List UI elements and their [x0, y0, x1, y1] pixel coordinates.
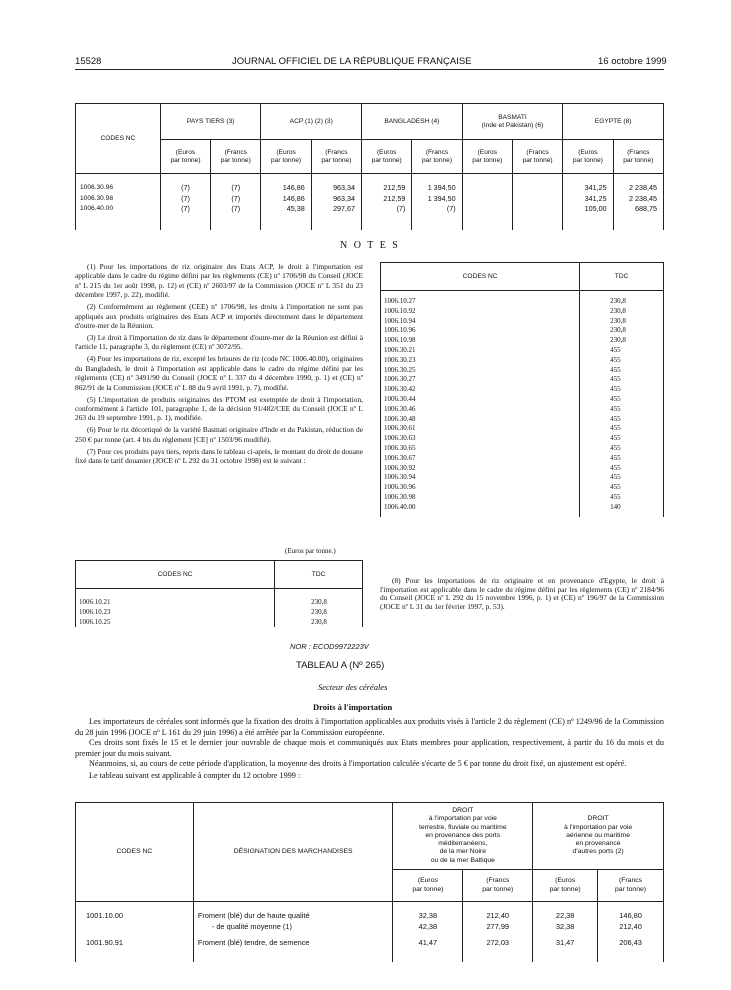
unit-header: (Euros par tonne)	[393, 870, 463, 902]
unit-header: (Euros par tonne)	[533, 870, 598, 902]
code-cell: 1006.30.27	[384, 375, 416, 384]
tdc-cell: 455	[610, 483, 621, 492]
tdc-column	[580, 291, 664, 517]
unit-header: (Euros par tonne)	[462, 140, 512, 174]
value-cell: 277,99	[486, 921, 510, 931]
value-cell: 963,34	[333, 183, 356, 192]
unit-header: (Francs par tonne)	[412, 140, 462, 174]
designation-cell: Froment (blé) tendre, de semence	[197, 937, 310, 947]
code-cell: 1006.30.23	[384, 355, 416, 364]
value-cell: (7)	[231, 193, 241, 203]
tdc-table-left	[75, 560, 363, 627]
code-cell: 1006.30.98	[384, 492, 416, 501]
value-cell: 963,34	[333, 193, 356, 203]
tdc-cell: 455	[610, 404, 621, 413]
code-cell: 1006.30.21	[384, 345, 416, 354]
nor-reference: NOR : ECOD9972223V	[290, 642, 369, 651]
designation-cell: Froment (blé) dur de haute qualité	[197, 911, 310, 920]
code-cell: 1006.10.92	[384, 306, 416, 315]
value-cell: 105,00	[584, 204, 607, 213]
page-number: 15528	[75, 56, 102, 67]
code-cell: 1006.30.94	[384, 473, 416, 482]
code-cell: 1006.30.67	[384, 453, 416, 462]
group-header: BASMATI (Inde et Pakistan) (6)	[462, 104, 563, 140]
value-cell: (7)	[181, 193, 190, 203]
value-cell: 22,38	[555, 911, 575, 920]
note-paragraph: (4) Pour les importations de riz, excepté les brisures de riz (code NC 1006.40.00), originaires du Bangladesh, le droit à l'importation est applicable dans le cadre du régime défini par les règlements (CE) nº 3491/90 du Conseil (JOCE nº L 337 du 4 décembre 1990, p. 1) et (CE) nº 862/91 de la Commission (JOCE nº L 88 du 9 avril 1991, p. 7), modifié.	[75, 354, 363, 392]
code-cell: 1006.30.63	[384, 434, 416, 443]
paragraph: Néanmoins, si, au cours de cette période d'application, la moyenne des droits à l'importation calculée s'écarte de 5 € par tonne du droit fixé, un ajustement est opéré.	[89, 759, 627, 769]
note-paragraph: (3) Le droit à l'importation de riz dans le département d'outre-mer de la Réunion est défini à l'article 11, paragraphe 3, du règlement (CE) nº 3072/95.	[75, 333, 363, 352]
sector-title: Secteur des céréales	[318, 682, 388, 692]
value-cell: 1 394,50	[427, 183, 456, 192]
value-cell: 32,38	[418, 911, 438, 920]
section-title: Droits à l'importation	[313, 702, 393, 712]
value-cell: 32,38	[555, 921, 575, 931]
code-cell: 1006.10.96	[384, 326, 416, 335]
code-cell: 1006.10.21	[79, 598, 111, 606]
duty-header-other-ports: DROIT à l'importation par voie aérienne ou maritime en provenance d'autres ports (2)	[533, 803, 664, 870]
tdc-cell: 230,8	[610, 306, 626, 315]
value-cell: 212,59	[383, 193, 406, 203]
value-cell: 272,03	[486, 937, 510, 947]
value-cell: 2 238,45	[629, 183, 657, 192]
group-header: BANGLADESH (4)	[362, 104, 463, 140]
intro-text	[75, 717, 664, 782]
paragraph: Le tableau suivant est applicable à compter du 12 octobre 1999 :	[89, 770, 301, 780]
unit-header: (Euros par tonne)	[160, 140, 210, 174]
value-cell: 45,38	[286, 204, 305, 213]
group-header: EGYPTE (8)	[563, 104, 664, 140]
value-cell: 341,25	[584, 183, 607, 192]
value-cell: 1 394,50	[427, 193, 456, 203]
unit-header: (Euros par tonne)	[362, 140, 412, 174]
code-cell: 1006.30.96	[384, 483, 416, 492]
tdc-cell: 455	[610, 463, 621, 472]
duty-header-mediterranean: DROIT à l'importation par voie terrestre, fluviale ou maritime en provenance des ports méditerranéens, de la mer Noire ou de la mer Baltique	[393, 803, 533, 870]
tdc-cell: 455	[610, 345, 621, 354]
value-cell: 212,59	[383, 183, 406, 192]
value-cell: 146,86	[282, 193, 305, 203]
value-cell: (7)	[396, 204, 406, 213]
note-paragraph: (5) L'importation de produits originaires des PTOM est exemptée de droit à l'importation, conformément à l'article 101, paragraphe 1, de la décision 91/482/CEE du Conseil (JOCE nº L 263 du 19 septembre 1991, p. 1), modifiée.	[75, 394, 363, 423]
tableau-title: TABLEAU A (Nº 265)	[296, 660, 385, 671]
unit-header: (Francs par tonne)	[598, 870, 664, 902]
value-cell: 146,86	[282, 183, 305, 192]
unit-header: (Francs par tonne)	[211, 140, 261, 174]
tdc-cell: 455	[610, 434, 621, 443]
code-cell: 1006.10.23	[79, 607, 111, 616]
value-cell: 41,47	[418, 937, 438, 947]
rice-duty-table	[75, 103, 664, 230]
code-cell: 1006.40.00	[80, 205, 114, 212]
value-cell: 688,75	[635, 204, 657, 213]
cereal-duty-table	[75, 802, 664, 962]
tdc-cell: 455	[610, 365, 621, 374]
tdc-cell: 455	[610, 492, 621, 501]
tdc-cell: 230,8	[311, 607, 327, 616]
unit-header: (Francs par tonne)	[613, 140, 663, 174]
code-cell: 1006.10.98	[384, 336, 416, 345]
code-cell: 1006.30.92	[384, 463, 416, 472]
paragraph: Les importateurs de céréales sont informés que la fixation des droits à l'importation applicables aux produits visés à l'article 2 du règlement (CE) nº 1249/96 de la Commission du 28 juin 1996 (JOCE nº L 161 du 29 juin 1996) a été arrêtée par la Commission européenne.	[75, 717, 664, 737]
code-cell: 1001.10.00	[86, 911, 123, 920]
codes-nc-header: CODES NC	[76, 104, 161, 174]
tdc-header: TDC	[580, 263, 664, 291]
header-rule	[75, 69, 664, 70]
value-cell: 297,67	[333, 204, 356, 213]
code-cell: 1006.10.94	[384, 316, 416, 325]
codes-nc-header: CODES NC	[76, 561, 275, 589]
group-header: PAYS TIERS (3)	[160, 104, 261, 140]
note-paragraph: (8) Pour les importations de riz originaire et en provenance d'Egypte, le droit à l'importation est applicable dans le cadre du régime défini par les règlements (CE) nº 2184/96 du Conseil (JOCE nº L 292 du 15 novembre 1996, p. 1) et (CE) nº 196/97 de la Commission (JOCE nº L 31 du 1er février 1997, p. 53).	[380, 576, 664, 611]
value-cell: (7)	[181, 183, 190, 192]
tdc-cell: 230,8	[311, 598, 327, 606]
value-cell: 212,40	[486, 911, 510, 920]
tdc-cell: 455	[610, 443, 621, 452]
designation-cell: - de qualité moyenne (1)	[211, 921, 292, 931]
table-row	[76, 902, 664, 962]
tdc-cell: 455	[610, 375, 621, 384]
tdc-cell: 455	[610, 385, 621, 394]
note-paragraph: (6) Pour le riz décortiqué de la variété Basmati originaire d'Inde et du Pakistan, réduction de 250 € par tonne (art. 4 bis du règlement [CE] nº 1503/96 modifié).	[75, 425, 363, 444]
tdc-cell: 455	[610, 355, 621, 364]
unit-header: (Francs par tonne)	[463, 870, 533, 902]
value-cell: (7)	[181, 204, 190, 213]
value-cell: (7)	[231, 183, 241, 192]
tdc-cell: 230,8	[311, 617, 327, 626]
notes-title: N O T E S	[340, 240, 400, 251]
code-cell: 1006.30.46	[384, 404, 416, 413]
tdc-cell: 230,8	[610, 336, 626, 345]
code-cell: 1006.30.25	[384, 365, 416, 374]
tdc-cell: 455	[610, 414, 621, 423]
tdc-cell: 140	[610, 502, 621, 511]
codes-nc-header: CODES NC	[76, 803, 194, 902]
value-cell: (7)	[446, 204, 456, 213]
value-cell: (7)	[231, 204, 241, 213]
code-cell: 1006.40.00	[384, 502, 416, 511]
unit-note: (Euros par tonne.)	[285, 547, 336, 555]
code-cell: 1006.30.48	[384, 414, 416, 423]
value-cell: 146,80	[619, 911, 642, 920]
note-paragraph: (1) Pour les importations de riz originaire des Etats ACP, le droit à l'importation est applicable dans le cadre du régime défini par les règlements (CE) nº 1706/98 du Conseil (JOCE nº L 215 du 1er août 1998, p. 12) et (CE) nº 2603/97 de la Commission (JOCE nº L 351 du 23 décembre 1997, p. 22), modifié.	[75, 262, 363, 300]
codes-nc-header: CODES NC	[381, 263, 580, 291]
value-cell: 42,38	[418, 921, 438, 931]
unit-header: (Euros par tonne)	[261, 140, 311, 174]
unit-header: (Francs par tonne)	[311, 140, 361, 174]
value-cell: 206,43	[619, 937, 642, 947]
tdc-cell: 455	[610, 424, 621, 433]
code-cell: 1001.90.91	[86, 937, 123, 947]
code-cell: 1006.10.27	[384, 297, 416, 305]
value-cell: 341,25	[584, 193, 607, 203]
code-cell: 1006.30.44	[384, 394, 416, 403]
unit-header: (Francs par tonne)	[512, 140, 562, 174]
tdc-cell: 230,8	[610, 297, 626, 305]
note-8	[380, 577, 664, 614]
tdc-cell: 230,8	[610, 316, 626, 325]
paragraph: Ces droits sont fixés le 15 et le dernier jour ouvrable de chaque mois et communiqués aux Etats membres pour application, respectivement, à partir du 16 du mois et du premier jour du mois suivant.	[75, 738, 664, 758]
tdc-table-right	[380, 262, 664, 517]
tdc-cell: 455	[610, 473, 621, 482]
value-cell: 2 238,45	[629, 193, 657, 203]
issue-date: 16 octobre 1999	[598, 56, 667, 67]
note-paragraph: (7) Pour ces produits pays tiers, repris dans le tableau ci-après, le montant du droit de douane fixé dans le tarif douanier (JOCE nº L 292 du 31 octobre 1998) est le suivant :	[75, 446, 363, 466]
designation-header: DÉSIGNATION DES MARCHANDISES	[193, 803, 393, 902]
code-cell	[86, 922, 193, 933]
tdc-cell: 230,8	[610, 326, 626, 335]
code-cell: 1006.30.42	[384, 385, 416, 394]
tdc-cell: 455	[610, 394, 621, 403]
code-cell: 1006.30.98	[80, 194, 114, 202]
note-paragraph: (2) Conformément au règlement (CEE) nº 1706/98, les droits à l'importation ne sont pas appliqués aux produits originaires des Etats ACP et importés directement dans le département d'outre-mer de la Réunion.	[75, 302, 363, 331]
notes-column	[75, 262, 363, 468]
group-header: ACP (1) (2) (3)	[261, 104, 362, 140]
code-column	[381, 291, 580, 517]
table-row	[76, 174, 664, 230]
value-cell: 31,47	[555, 937, 575, 947]
code-cell: 1006.30.61	[384, 424, 416, 433]
value-cell: 212,40	[619, 921, 642, 931]
tdc-header: TDC	[275, 561, 363, 589]
journal-title: JOURNAL OFFICIEL DE LA RÉPUBLIQUE FRANÇAISE	[232, 56, 472, 67]
unit-header: (Euros par tonne)	[563, 140, 613, 174]
tdc-cell: 455	[610, 453, 621, 462]
code-cell: 1006.30.96	[80, 184, 114, 191]
code-cell: 1006.30.65	[384, 443, 416, 452]
code-cell: 1006.10.25	[79, 617, 111, 626]
